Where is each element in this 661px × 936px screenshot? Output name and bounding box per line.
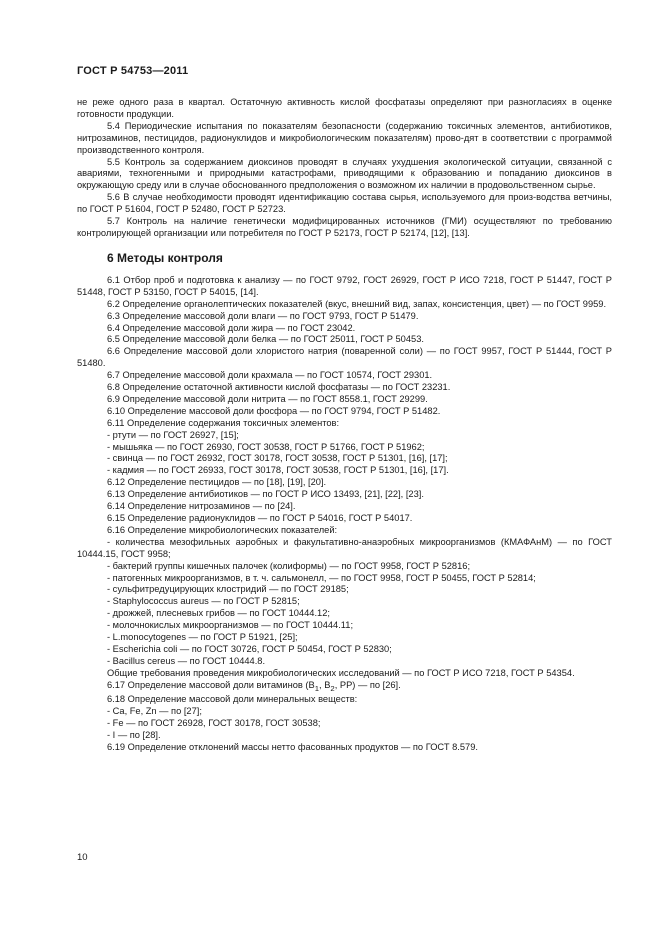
item-6-16: 6.16 Определение микробиологических показателей: bbox=[107, 524, 338, 535]
item-6-3: 6.3 Определение массовой доли влаги — по ГОСТ 9793, ГОСТ Р 51479. bbox=[107, 310, 419, 321]
list-item-yeasts-molds: - дрожжей, плесневых грибов — по ГОСТ 10444.12; bbox=[107, 608, 330, 619]
item-6-1: 6.1 Отбор проб и подготовка к анализу — по ГОСТ 9792, ГОСТ 26929, ГОСТ Р ИСО 7218, ГОСТ Р 51447, ГОСТ Р 51448, ГОСТ Р 53150, ГОСТ Р 54015, [14]. bbox=[77, 274, 612, 297]
item-6-14: 6.14 Определение нитрозаминов — по [24]. bbox=[107, 501, 296, 512]
item-6-17-text-c: , PP) — по [26]. bbox=[334, 679, 401, 690]
paragraph-5-5: 5.5 Контроль за содержанием диоксинов проводят в случаях ухудшения экологической ситуации, связанной с авариями, техногенными и природными катастрофами, приводящими к образованию и попаданию диоксинов в окружающую среду или в случае обоснованного предположения о возможном их наличии в продовольственном сырье. bbox=[77, 156, 612, 191]
item-6-15: 6.15 Определение радионуклидов — по ГОСТ Р 54016, ГОСТ Р 54017. bbox=[107, 513, 413, 523]
item-6-9: 6.9 Определение массовой доли нитрита — по ГОСТ 8558.1, ГОСТ 29299. bbox=[107, 393, 428, 404]
item-6-17-text-a: 6.17 Определение массовой доли витаминов (B bbox=[107, 679, 315, 690]
document-header: ГОСТ Р 54753—2011 bbox=[77, 65, 189, 77]
paragraph-5-7: 5.7 Контроль на наличие генетически модифицированных источников (ГМИ) осуществляют по требованию контролирующей организации или потребителя по ГОСТ Р 52173, ГОСТ Р 52174, [12], [13]. bbox=[77, 216, 612, 238]
item-6-10: 6.10 Определение массовой доли фосфора — по ГОСТ 9794, ГОСТ Р 51482. bbox=[107, 405, 441, 416]
list-item-fe: - Fe — по ГОСТ 26928, ГОСТ 30178, ГОСТ 30538; bbox=[107, 718, 321, 729]
item-6-13: 6.13 Определение антибиотиков — по ГОСТ Р ИСО 13493, [21], [22], [23]. bbox=[107, 489, 424, 500]
item-6-17-text-b: , B bbox=[319, 679, 331, 690]
list-item-iodine: - I — по [28]. bbox=[107, 730, 161, 741]
list-item-coliforms: - бактерий группы кишечных палочек (колиформы) — по ГОСТ 9958, ГОСТ Р 52816; bbox=[107, 560, 471, 571]
list-item-lactic-acid: - молочнокислых микроорганизмов — по ГОСТ 10444.11; bbox=[107, 620, 354, 631]
list-item-mercury: - ртути — по ГОСТ 26927, [15]; bbox=[107, 429, 239, 440]
list-item-lead: - свинца — по ГОСТ 26932, ГОСТ 30178, ГОСТ 30538, ГОСТ Р 51301, [16], [17]; bbox=[107, 453, 448, 464]
list-item-bacillus: - Bacillus cereus — по ГОСТ 10444.8. bbox=[107, 655, 266, 666]
list-item-arsenic: - мышьяка — по ГОСТ 26930, ГОСТ 30538, ГОСТ Р 51766, ГОСТ Р 51962; bbox=[107, 441, 425, 452]
item-6-2: 6.2 Определение органолептических показателей (вкус, внешний вид, запах, консистенция, цвет) — по ГОСТ 9959. bbox=[107, 298, 607, 309]
item-6-12: 6.12 Определение пестицидов — по [18], [19], [20]. bbox=[107, 477, 327, 488]
paragraph-5-4: 5.4 Периодические испытания по показателям безопасности (содержанию токсичных элементов, антибиотиков, нитрозаминов, пестицидов, радионуклидов и микробиологическим показателям) прово-дят в соответствии с программой производственного контроля. bbox=[77, 120, 612, 155]
list-item-listeria: - L.monocytogenes — по ГОСТ Р 51921, [25]; bbox=[107, 632, 298, 643]
list-item-pathogens: - патогенных микроорганизмов, в т. ч. сальмонелл, — по ГОСТ 9958, ГОСТ Р 50455, ГОСТ Р 52814; bbox=[107, 572, 536, 583]
item-6-8: 6.8 Определение остаточной активности кислой фосфатазы — по ГОСТ 23231. bbox=[107, 382, 451, 393]
paragraph-5-6: 5.6 В случае необходимости проводят идентификацию состава сырья, используемого для произ-водства ветчины, по ГОСТ Р 51604, ГОСТ Р 52480, ГОСТ Р 52723. bbox=[77, 192, 612, 215]
item-6-17 bbox=[77, 680, 612, 695]
item-6-6: 6.6 Определение массовой доли хлористого натрия (поваренной соли) — по ГОСТ 9957, ГОСТ Р 51444, ГОСТ Р 51480. bbox=[77, 346, 612, 369]
item-6-4: 6.4 Определение массовой доли жира — по ГОСТ 23042. bbox=[107, 322, 356, 333]
paragraph-continuation: не реже одного раза в квартал. Остаточную активность кислой фосфатазы определяют при разногласиях в оценке готовности продукции. bbox=[77, 97, 612, 119]
list-item-kmafanm: - количества мезофильных аэробных и факультативно-анаэробных микроорганизмов (КМАФАнМ) — по ГОСТ 10444.15, ГОСТ 9958; bbox=[77, 536, 612, 559]
document-body bbox=[77, 97, 612, 754]
list-item-ecoli: - Escherichia coli — по ГОСТ 30726, ГОСТ Р 50454, ГОСТ Р 52830; bbox=[107, 643, 392, 654]
subscript-1: 1 bbox=[314, 683, 320, 693]
item-6-5: 6.5 Определение массовой доли белка — по ГОСТ 25011, ГОСТ Р 50453. bbox=[107, 334, 424, 345]
list-item-ca-fe-zn: - Ca, Fe, Zn — по [27]; bbox=[107, 706, 202, 717]
list-item-clostridia: - сульфитредуцирующих клостридий — по ГОСТ 29185; bbox=[107, 584, 349, 595]
section-title: 6 Методы контроля bbox=[107, 250, 223, 265]
item-6-18: 6.18 Определение массовой доли минеральных веществ: bbox=[107, 694, 358, 705]
item-6-7: 6.7 Определение массовой доли крахмала — по ГОСТ 10574, ГОСТ 29301. bbox=[107, 370, 433, 381]
list-item-staphylococcus: - Staphylococcus aureus — по ГОСТ Р 52815; bbox=[107, 596, 300, 607]
item-6-11: 6.11 Определение содержания токсичных элементов: bbox=[107, 417, 340, 428]
page-number: 10 bbox=[77, 852, 88, 863]
paragraph-general-requirements: Общие требования проведения микробиологических исследований — по ГОСТ Р ИСО 7218, ГОСТ Р 54354. bbox=[107, 667, 575, 678]
item-6-19: 6.19 Определение отклонений массы нетто фасованных продуктов — по ГОСТ 8.579. bbox=[107, 742, 478, 753]
list-item-cadmium: - кадмия — по ГОСТ 26933, ГОСТ 30178, ГОСТ 30538, ГОСТ Р 51301, [16], [17]. bbox=[107, 465, 449, 476]
subscript-2: 2 bbox=[330, 683, 335, 693]
